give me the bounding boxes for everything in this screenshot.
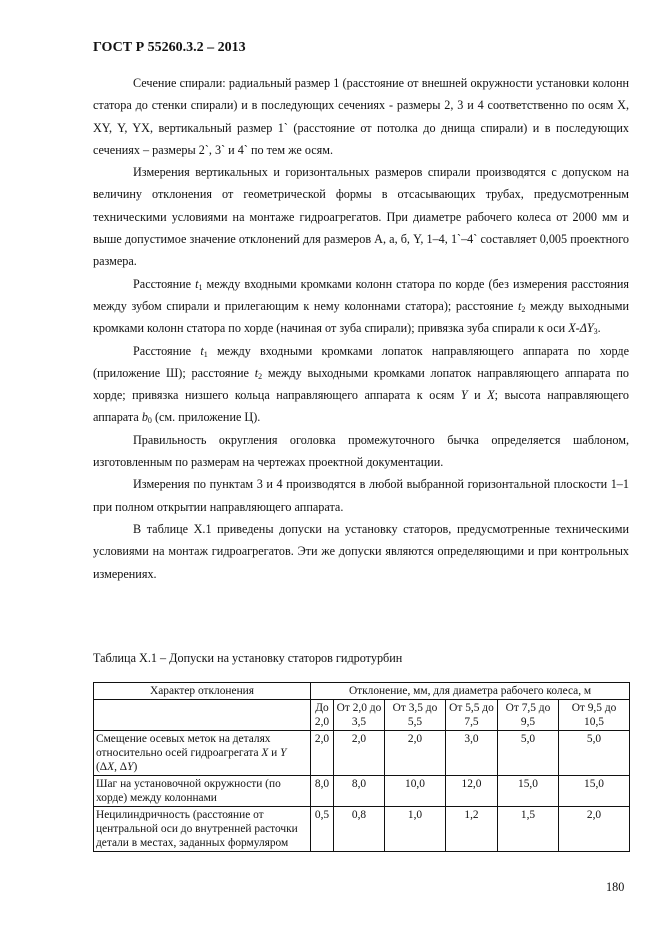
paragraph-measurement-tolerance: Измерения вертикальных и горизонтальных размеров спирали производятся с допуском на величину отклонения от геометрической формы в отсасывающих трубах, предусмотренным техническими условиями на монтаже гидроагрегатов. При диаметре рабочего колеса от 2000 мм и выше допустимое значение отклонений для размеров А, а, б, Y, 1–4, 1`–4` составляет 0,005 проектного размера. (93, 165, 629, 269)
paragraph-spiral-section: Сечение спирали: радиальный размер 1 (расстояние от внешней окружности установки колонн статора до стенки спирали) и в последующих сечениях - размеры 2, 3 и 4 соответственно по осям X, XY, Y, YX, вертикальный размер 1` (расстояние от потолка до днища спирали) и в последующих сечениях – размеры 2`, 3` и 4` по тем же осям. (93, 76, 629, 157)
value-cell: 1,2 (446, 807, 498, 852)
paragraph-measurements-items: Измерения по пунктам 3 и 4 производятся в любой выбранной горизонтальной плоскости 1–1 при полном открытии направляющего аппарата. (93, 477, 629, 514)
value-cell: 5,0 (498, 731, 559, 776)
table-caption: Таблица Х.1 – Допуски на установку статоров гидротурбин (93, 651, 403, 665)
value-cell: 12,0 (446, 776, 498, 807)
paragraph-rounding: Правильность округления оголовка промежуточного бычка определяется шаблоном, изготовленным по размерам на чертежах проектной документации. (93, 432, 629, 470)
document-header: ГОСТ Р 55260.3.2 – 2013 (93, 40, 246, 55)
range-cell: От 3,5 до 5,5 (385, 700, 446, 731)
table-row (94, 807, 630, 852)
value-cell: 0,8 (334, 807, 385, 852)
row-label: Нецилиндричность (расстояние от центральной оси до внутренней расточки детали в местах, заданных формуляром (94, 807, 311, 852)
value-cell: 8,0 (311, 776, 334, 807)
value-cell: 15,0 (498, 776, 559, 807)
value-cell: 10,0 (385, 776, 446, 807)
range-cell: От 5,5 до 7,5 (446, 700, 498, 731)
range-cell: До 2,0 (311, 700, 334, 731)
table-row (94, 731, 630, 776)
paragraph-table-reference: В таблице Х.1 приведены допуски на установку статоров, предусмотренные техническими условиями на монтаж гидроагрегатов. Эти же допуски являются определяющими и при контрольных измерениях. (93, 521, 629, 581)
value-cell: 3,0 (446, 731, 498, 776)
value-cell: 2,0 (334, 731, 385, 776)
value-cell: 2,0 (385, 731, 446, 776)
paragraph-guide-vane-distances: Расстояние $t_1$ между входными кромками лопаток направляющего аппарата по хорде (приложение Ш); расстояние $t_2$ между выходными кромками лопаток направляющего аппарата по хорде; привязка низшего кольца направляющего аппарата к осям Y и X; высота направляющего аппарата $b_0$ (см. приложение Ц). (93, 343, 629, 426)
value-cell: 8,0 (334, 776, 385, 807)
table-row (94, 776, 630, 807)
table-header-row (94, 683, 630, 700)
page-number: 180 (606, 880, 625, 894)
range-cell: От 2,0 до 3,5 (334, 700, 385, 731)
value-cell: 1,0 (385, 807, 446, 852)
tolerance-table (93, 682, 630, 852)
header-empty-cell (94, 700, 311, 731)
table-range-row (94, 700, 630, 731)
row-label: Смещение осевых меток на деталях относительно осей гидроагрегата X и Y (ΔX, ΔY) (94, 731, 311, 776)
value-cell: 1,5 (498, 807, 559, 852)
row-label: Шаг на установочной окружности (по хорде) между колоннами (94, 776, 311, 807)
value-cell: 5,0 (559, 731, 630, 776)
body-text (93, 72, 629, 585)
value-cell: 2,0 (559, 807, 630, 852)
range-cell: От 7,5 до 9,5 (498, 700, 559, 731)
value-cell: 2,0 (311, 731, 334, 776)
paragraph-stator-distances: Расстояние $t_1$ между входными кромками колонн статора по корде (без измерения расстояния между зубом спирали и прилегающим к нему колоннами статора); расстояние $t_2$ между выходными кромками колонн статора по хорде (начиная от зуба спирали); привязка зуба спирали к оси $X-\Delta Y_3$. (93, 276, 629, 337)
value-cell: 15,0 (559, 776, 630, 807)
range-cell: От 9,5 до 10,5 (559, 700, 630, 731)
header-character: Характер отклонения (94, 683, 311, 700)
header-deviation: Отклонение, мм, для диаметра рабочего колеса, м (311, 683, 630, 700)
value-cell: 0,5 (311, 807, 334, 852)
